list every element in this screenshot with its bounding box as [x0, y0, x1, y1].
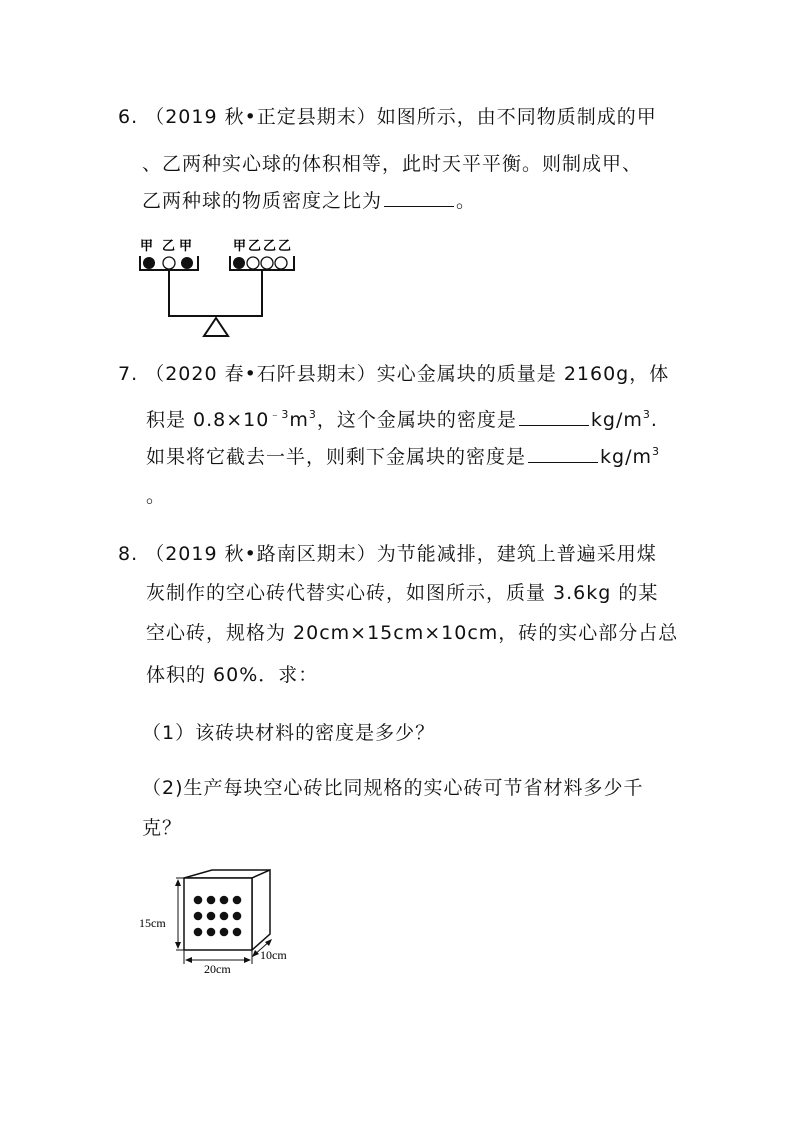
q8-line-1	[118, 542, 657, 566]
q7-unit-kgm-sup: 3	[642, 408, 651, 421]
q7-exponent: ﹣3	[269, 408, 290, 421]
q6-number: 6.	[118, 106, 139, 128]
answer-blank-remaining[interactable]	[528, 444, 598, 463]
left-label-2: 乙	[162, 239, 176, 254]
q7-unit-m: m	[289, 409, 309, 431]
left-ball-jia-2	[181, 257, 193, 269]
answer-blank-density[interactable]	[519, 407, 589, 426]
brick-side-face	[252, 870, 270, 950]
q6-line-2: 、乙两种实心球的体积相等，此时天平平衡。则制成甲、	[142, 153, 643, 175]
q8-sub-question-2-line-2: 克？	[142, 817, 183, 839]
q8-sub-question-2-line-1: （2)生产每块空心砖比同规格的实心砖可节省材料多少千	[142, 777, 644, 799]
right-ball-yi-1	[247, 257, 259, 269]
q7-text-3: 如果将它截去一半，则剩下金属块的密度是	[146, 446, 527, 468]
q7-line-1	[118, 362, 669, 386]
q8-line-4: 体积的 60%．求：	[146, 664, 319, 686]
right-label-2: 乙	[248, 239, 262, 254]
q8-text-1: （2019 秋•路南区期末）为节能减排，建筑上普遍采用煤	[145, 543, 657, 565]
right-label-4: 乙	[278, 239, 292, 254]
left-label-1: 甲	[140, 239, 154, 254]
fulcrum-triangle	[204, 318, 228, 336]
balance-beam	[169, 270, 262, 316]
q7-number: 7.	[118, 363, 139, 385]
depth-label: 10cm	[260, 948, 287, 962]
right-label-1: 甲	[233, 239, 247, 254]
height-label: 15cm	[139, 916, 166, 930]
q8-number: 8.	[118, 543, 139, 565]
q8-line-3: 空心砖，规格为 20cm×15cm×10cm，砖的实心部分占总	[146, 622, 679, 644]
q7-unit-kgm-2: kg/m	[600, 446, 652, 468]
q6-line-3	[142, 188, 476, 213]
q7-text-2a: 积是 0.8×10	[146, 409, 270, 431]
q7-line-4: 。	[146, 485, 167, 507]
q7-text-2-end: .	[650, 409, 658, 431]
q7-text-2b: ，这个金属块的密度是	[316, 409, 517, 431]
q6-text-3: 乙两种球的物质密度之比为	[142, 190, 383, 212]
left-ball-jia-1	[143, 257, 155, 269]
balance-figure	[136, 232, 306, 342]
left-ball-yi-1	[163, 257, 175, 269]
q7-line-2	[146, 407, 658, 432]
q7-unit-sup: 3	[308, 408, 317, 421]
right-label-3: 乙	[263, 239, 277, 254]
q8-sub-question-1: （1）该砖块材料的密度是多少？	[142, 722, 436, 744]
right-ball-yi-2	[261, 257, 273, 269]
answer-blank[interactable]	[384, 188, 454, 207]
right-ball-jia	[233, 257, 245, 269]
q7-line-3	[146, 444, 660, 469]
q6-text-3-end: 。	[456, 190, 477, 212]
left-label-3: 甲	[179, 239, 193, 254]
brick-figure	[134, 866, 304, 984]
right-ball-yi-3	[275, 257, 287, 269]
q7-unit-kgm-sup-2: 3	[652, 445, 660, 458]
q6-text-1: （2019 秋•正定县期末）如图所示，由不同物质制成的甲	[145, 106, 657, 128]
q7-text-1: （2020 春•石阡县期末）实心金属块的质量是 2160g，体	[145, 363, 670, 385]
q7-unit-kgm: kg/m	[590, 409, 643, 431]
q6-line-1	[118, 105, 657, 129]
q8-line-2: 灰制作的空心砖代替实心砖，如图所示，质量 3.6kg 的某	[146, 582, 659, 604]
width-label: 20cm	[204, 962, 231, 976]
